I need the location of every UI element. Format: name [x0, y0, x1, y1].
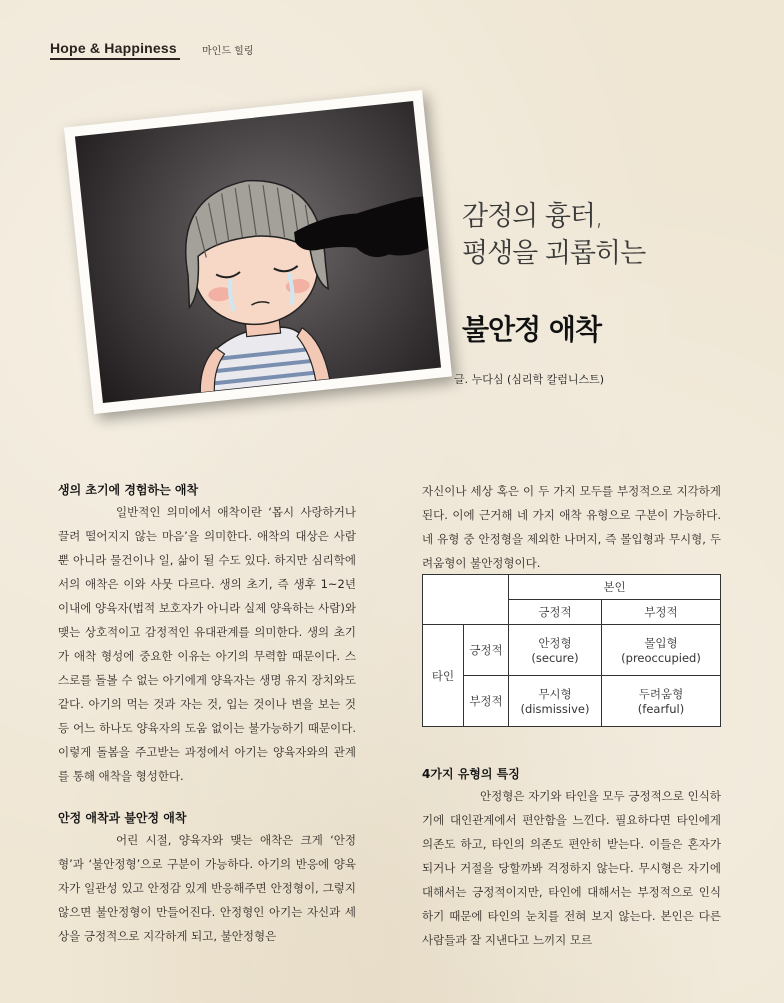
table-col-positive: 긍정적 [509, 600, 602, 625]
left-column-section-2 [58, 808, 356, 948]
section-heading-secure-insecure: 안정 애착과 불안정 애착 [58, 811, 187, 825]
type-secure-name: 안정형 [538, 636, 572, 650]
paragraph-four-types: 안정형은 자기와 타인을 모두 긍정적으로 인식하기에 대인관계에서 편안함을 느낀다. 필요하다면 타인에게 의존도 하고, 타인의 의존도 편안히 받는다. 이들은 혼자가 되거나 거절을 당할까봐 걱정하지 않는다. 무시형은 자기에 대해서는 긍정적이지만, 타인에 대해서는 부정적으로 인식하기 때문에 타인의 눈치를 전혀 보지 않는다. 본인은 다른 사람들과 잘 지낸다고 느끼지 모르 [422, 789, 721, 947]
title-main: 불안정 애착 [462, 313, 601, 346]
type-preoccupied-en: (preoccupied) [621, 651, 701, 665]
table-header-self: 본인 [509, 575, 721, 600]
paragraph-four-types-intro: 자신이나 세상 혹은 이 두 가지 모두를 부정적으로 지각하게 된다. 이에 근거해 네 가지 애착 유형으로 구분이 가능하다. 네 유형 중 안정형을 제외한 나머지, 즉 몰입형과 무시형, 두려움형이 불안정형이다. [422, 484, 721, 570]
table-col-negative: 부정적 [602, 600, 721, 625]
section-heading-early-attachment: 생의 초기에 경험하는 애착 [58, 483, 199, 497]
section-label: 마인드 힐링 [202, 46, 254, 57]
type-fearful-en: (fearful) [637, 702, 685, 716]
section-heading-four-types: 4가지 유형의 특징 [422, 767, 520, 781]
magazine-brand: Hope & Happiness [50, 40, 177, 56]
table-header-other: 타인 [423, 625, 464, 727]
table-row-negative: 부정적 [464, 676, 509, 727]
crying-girl-drawing [75, 101, 441, 403]
page-header [50, 38, 750, 60]
table-row-positive: 긍정적 [464, 625, 509, 676]
table-corner-cell [423, 575, 509, 625]
type-dismissive-en: (dismissive) [520, 702, 590, 716]
right-column-intro [422, 479, 721, 575]
table-cell-secure [509, 625, 602, 676]
paragraph-secure-insecure: 어린 시절, 양육자와 맺는 애착은 크게 ‘안정형’과 ‘불안정형’으로 구분이 가능하다. 아기의 반응에 양육자가 일관성 있고 안정감 있게 반응해주면 안정형이, 그렇지 않으면 불안정형이 만들어진다. 안정형인 아기는 자신과 세상을 긍정적으로 지각하게 되고, 불안정형은 [58, 833, 356, 943]
table-cell-preoccupied [602, 625, 721, 676]
article-title [462, 198, 762, 346]
paragraph-early-attachment: 일반적인 의미에서 애착이란 ‘몹시 사랑하거나 끌려 떨어지지 않는 마음’을 의미한다. 애착의 대상은 사람뿐 아니라 물건이나 일, 삶이 될 수도 있다. 하지만 심리학에서의 애착은 이와 사뭇 다르다. 생의 초기, 즉 생후 1~2년 이내에 양육자(법적 보호자가 아니라 실제 양육하는 사람)와 맺는 상호적이고 감정적인 유대관계를 의미한다. 생의 초기가 애착 형성에 중요한 이유는 아기의 무력함 때문이다. 스스로를 돌볼 수 없는 아기에게 양육자는 생명 유지 장치와도 같다. 아기의 먹는 것과 자는 것, 입는 것이나 변을 보는 것 등 어느 하나도 양육자의 도움 없이는 불가능하기 때문이다. 이렇게 돌봄을 주고받는 과정에서 아기는 양육자와의 관계를 통해 애착을 형성한다. [58, 505, 356, 783]
brand-underline [50, 58, 180, 60]
illustration-crying-girl [75, 101, 441, 403]
left-column-section-1 [58, 480, 356, 788]
byline: 글. 누다심 (심리학 칼럼니스트) [454, 373, 605, 386]
illustration-photo [64, 90, 452, 414]
attachment-types-table [422, 574, 721, 727]
type-fearful-name: 두려움형 [638, 687, 684, 701]
table-cell-fearful [602, 676, 721, 727]
title-line-2: 평생을 괴롭히는 [462, 238, 646, 269]
type-preoccupied-name: 몰입형 [644, 636, 678, 650]
title-line-1: 감정의 흉터, [462, 201, 603, 232]
right-column-section-3 [422, 764, 721, 952]
type-dismissive-name: 무시형 [538, 687, 572, 701]
type-secure-en: (secure) [531, 651, 579, 665]
table-cell-dismissive [509, 676, 602, 727]
